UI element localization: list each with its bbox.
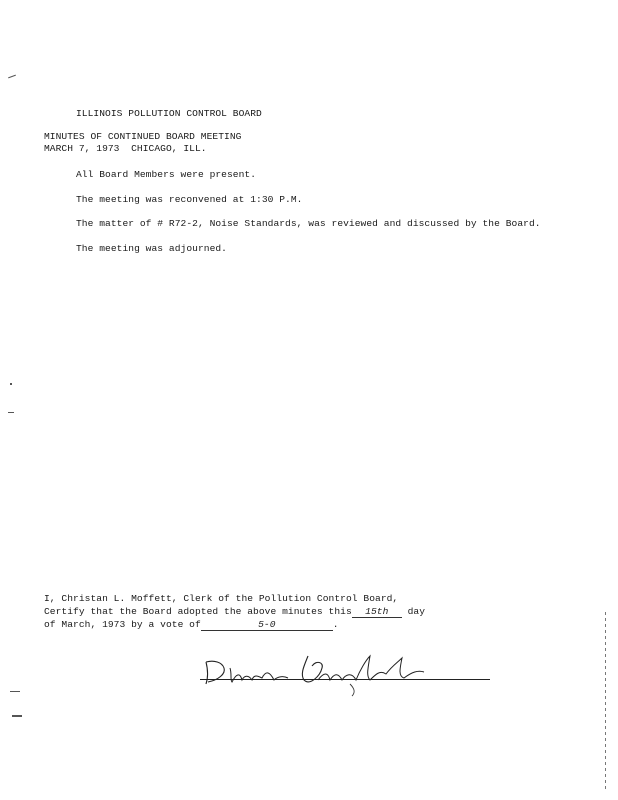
scan-speck: [10, 383, 12, 385]
certification-line-3: [44, 619, 339, 631]
board-header: ILLINOIS POLLUTION CONTROL BOARD: [76, 108, 262, 119]
paragraph-matter: The matter of # R72-2, Noise Standards, was reviewed and discussed by the Board.: [76, 218, 541, 229]
handwritten-signature: [200, 650, 440, 698]
vote-fill-in: 5-0: [201, 620, 333, 631]
certification-text-2: Certify that the Board adopted the above minutes this: [44, 606, 352, 617]
scan-speck: [8, 75, 16, 79]
certification-text-3: of March, 1973 by a vote of: [44, 619, 201, 630]
paragraph-reconvened: The meeting was reconvened at 1:30 P.M.: [76, 194, 303, 205]
certification-day-word: day: [401, 606, 426, 617]
signature-line: [200, 679, 490, 680]
meeting-title: MINUTES OF CONTINUED BOARD MEETING: [44, 131, 242, 142]
paragraph-attendance: All Board Members were present.: [76, 169, 257, 180]
scan-speck: [8, 412, 14, 413]
scan-edge-artifact: [605, 612, 606, 792]
paragraph-adjourned: The meeting was adjourned.: [76, 243, 227, 254]
day-fill-in: 15th: [352, 607, 402, 618]
scan-speck: [12, 715, 22, 717]
certification-period: .: [332, 619, 339, 630]
certification-line-2: [44, 606, 425, 618]
certification-line-1: I, Christan L. Moffett, Clerk of the Pollution Control Board,: [44, 593, 399, 604]
scan-speck: [10, 691, 20, 692]
meeting-date-location: MARCH 7, 1973 CHICAGO, ILL.: [44, 143, 207, 154]
